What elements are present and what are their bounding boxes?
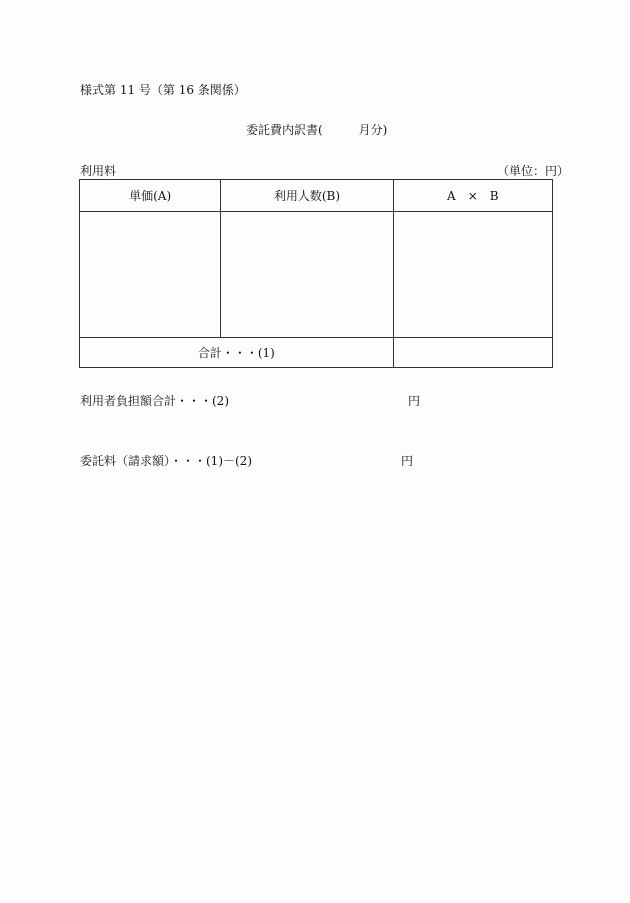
unit-note: （単位：円） bbox=[497, 164, 570, 178]
fee-breakdown-table bbox=[79, 179, 553, 368]
table-header-row bbox=[80, 180, 553, 212]
table-row bbox=[80, 212, 553, 338]
table-caption: 利用料 bbox=[80, 164, 117, 178]
user-burden-label: 利用者負担額合計・・・(2) bbox=[80, 394, 229, 408]
document-title: 委託費内訳書( 月分) bbox=[246, 123, 388, 137]
commission-label: 委託料（請求額）・・・(1)－(2) bbox=[80, 454, 252, 468]
total-value-cell[interactable] bbox=[393, 338, 552, 368]
total-label: 合計・・・(1) bbox=[80, 338, 394, 368]
commission-unit: 円 bbox=[401, 454, 414, 468]
cell-product[interactable] bbox=[393, 212, 552, 338]
header-unit-price: 単価(A) bbox=[80, 180, 221, 212]
user-burden-unit: 円 bbox=[408, 394, 421, 408]
table-total-row bbox=[80, 338, 553, 368]
cell-user-count[interactable] bbox=[221, 212, 393, 338]
header-product: A × B bbox=[393, 180, 552, 212]
form-number: 様式第 11 号（第 16 条関係） bbox=[80, 83, 246, 97]
header-user-count: 利用人数(B) bbox=[221, 180, 393, 212]
cell-unit-price[interactable] bbox=[80, 212, 221, 338]
